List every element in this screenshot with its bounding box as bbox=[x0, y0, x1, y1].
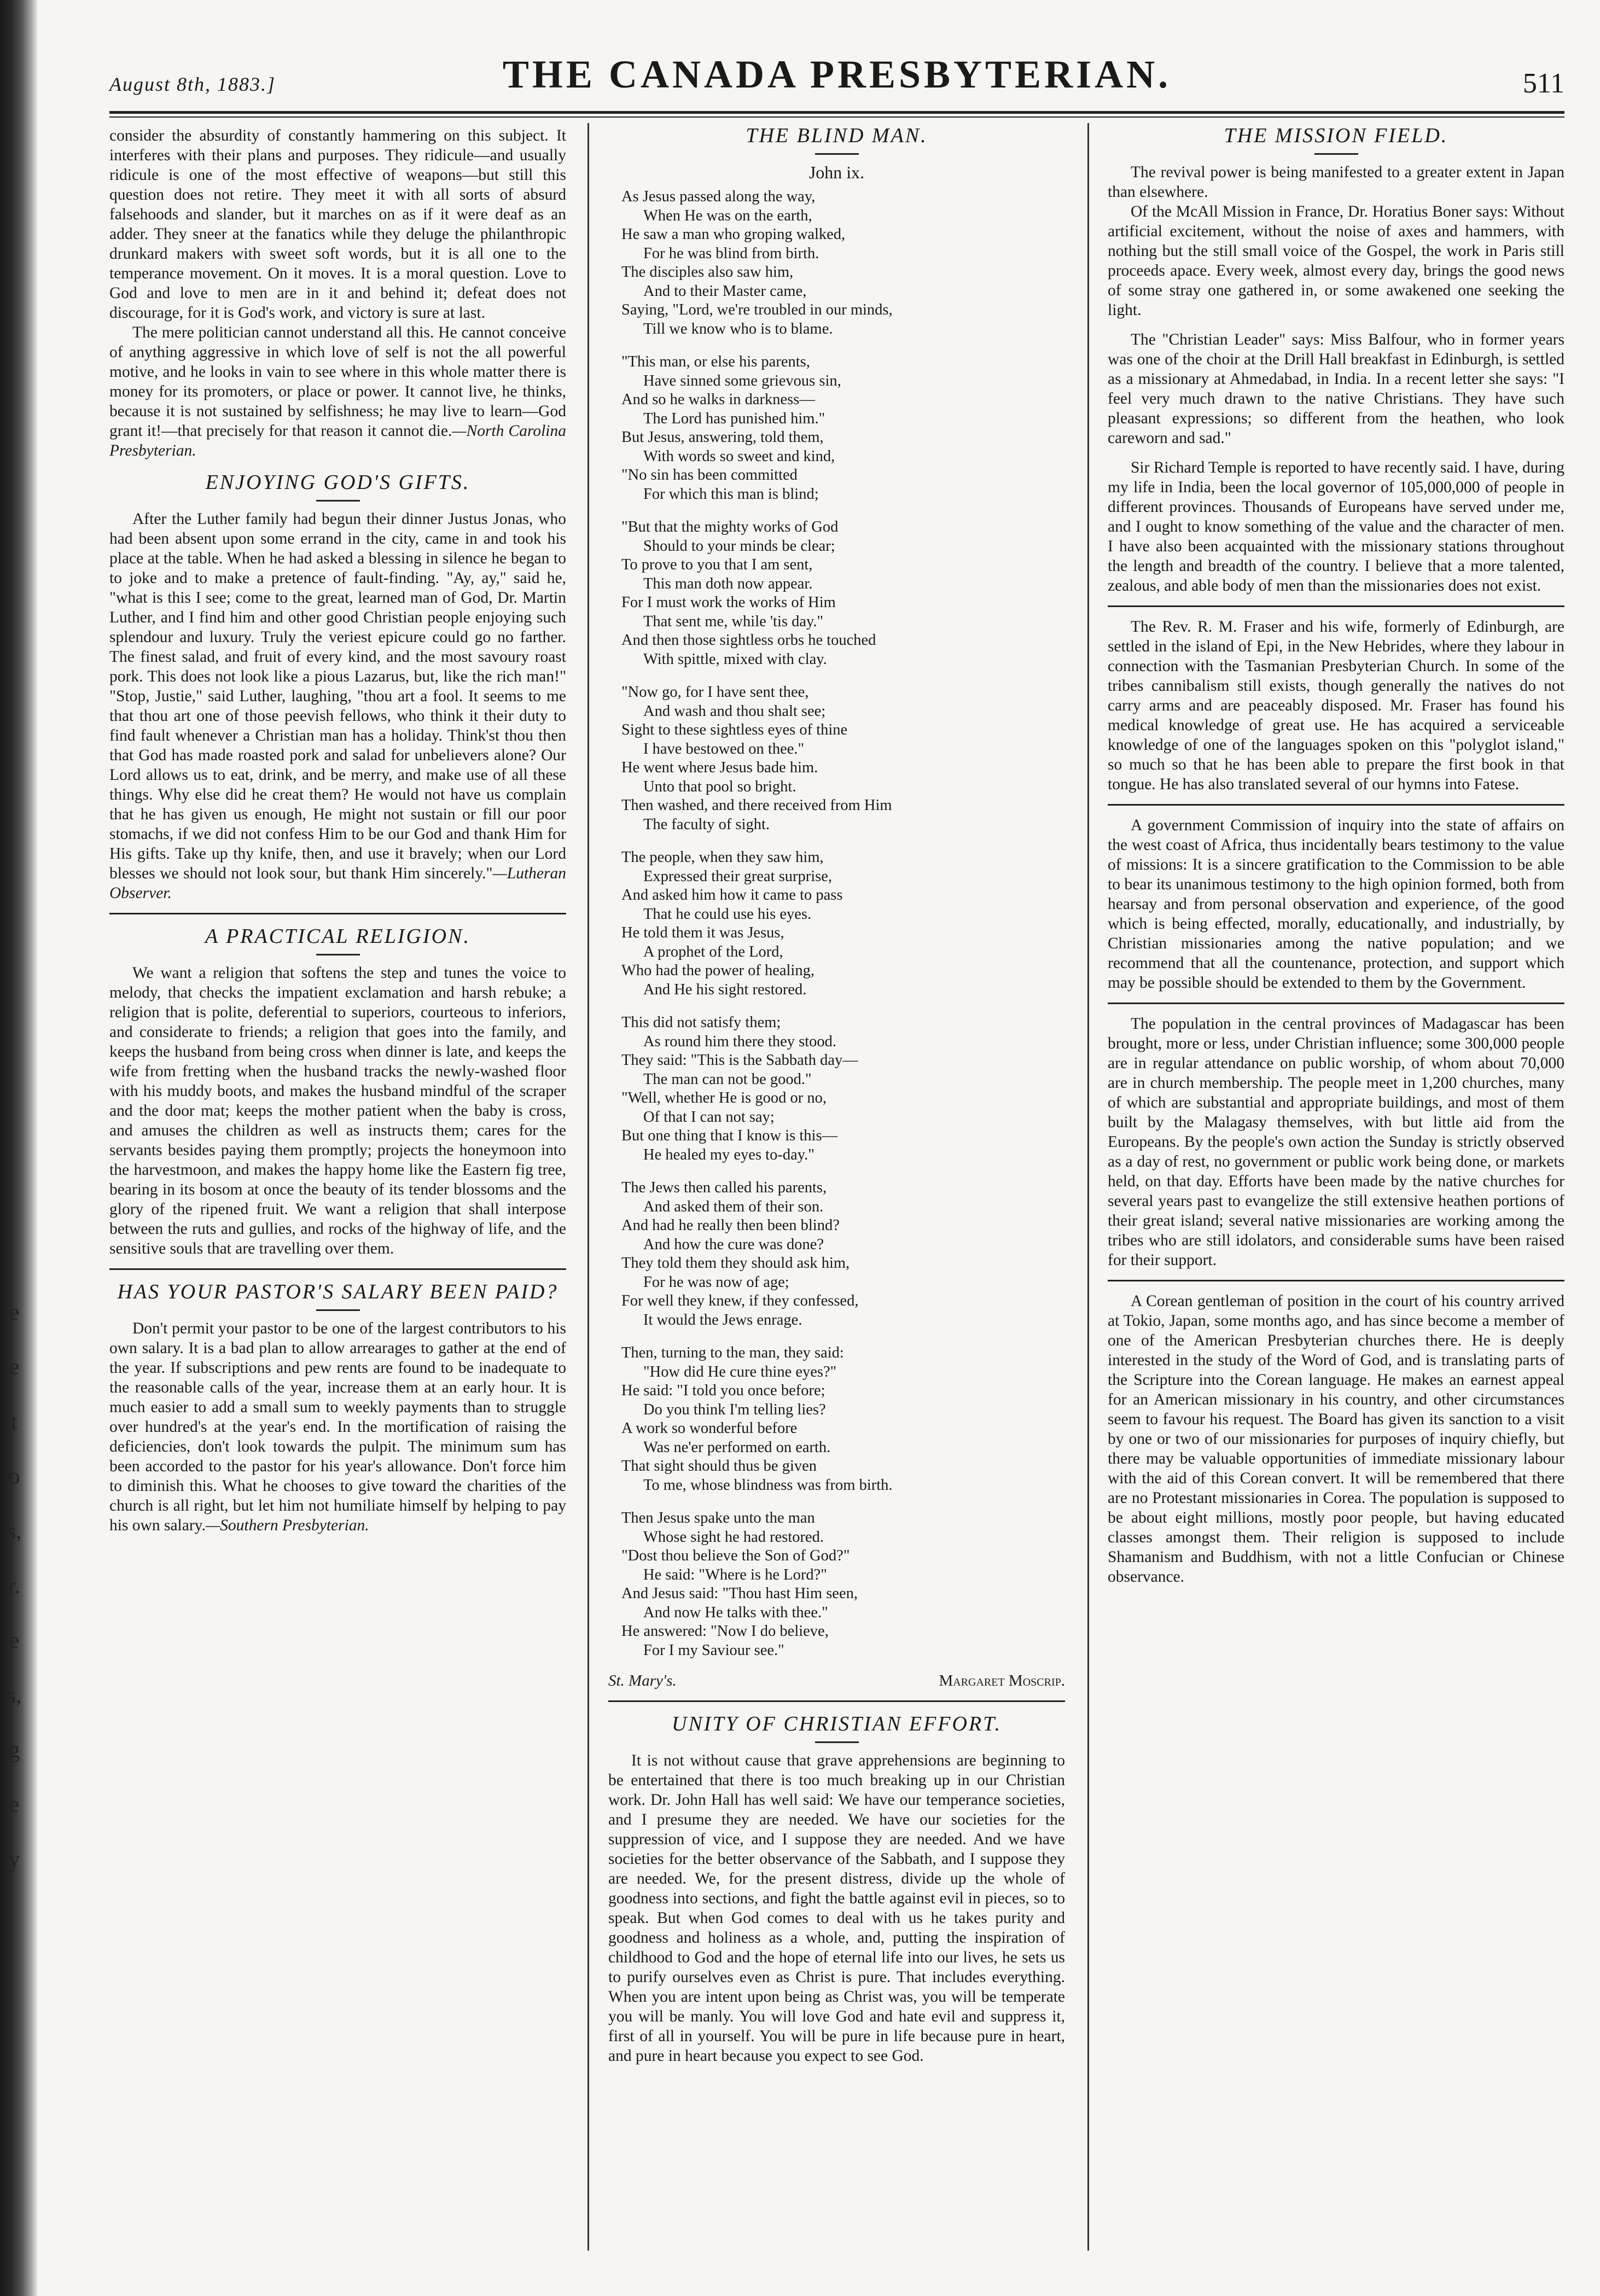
masthead bbox=[109, 52, 1564, 112]
margin-fragment: e bbox=[9, 1628, 20, 1653]
poem-line: Was ne'er performed on earth. bbox=[643, 1438, 831, 1456]
heading-rule bbox=[1314, 153, 1358, 155]
margin-fragment: s, bbox=[7, 1519, 22, 1544]
masthead-rule-thick bbox=[109, 111, 1564, 114]
poem-line: And how the cure was done? bbox=[643, 1236, 824, 1253]
heading-rule bbox=[316, 954, 360, 955]
margin-fragment: e bbox=[9, 1300, 20, 1325]
poem-line: He healed my eyes to-day." bbox=[643, 1146, 814, 1163]
poem-line: For he was now of age; bbox=[643, 1273, 789, 1291]
poem-signature bbox=[608, 1671, 1065, 1691]
signature-author: Margaret Moscrip. bbox=[939, 1672, 1065, 1689]
poem-line: This man doth now appear. bbox=[643, 575, 813, 592]
poem-line: Then, turning to the man, they said: bbox=[621, 1344, 844, 1361]
newspaper-title: THE CANADA PRESBYTERIAN. bbox=[502, 53, 1172, 96]
heading-rule bbox=[815, 1741, 859, 1743]
poem-line: When He was on the earth, bbox=[643, 207, 812, 224]
article-paragraph bbox=[109, 509, 566, 903]
poem-stanza bbox=[621, 1344, 1065, 1495]
article-paragraph: The Rev. R. M. Fraser and his wife, formerly of Edinburgh, are settled in the island of Epi, in the New Hebrides, where they labour in connection with the Tasmanian Presbyterian Church. In some of the tribes cannibalism still exists, though generally the natives do not carry arms and are peaceably disposed. Mr. Fraser has found his medical knowledge of great use. He has acquired a serviceable knowledge of one of the languages spoken on this "polyglot island," so much so that he has been able to prepare the first book in that tongue. He has also translated several of our hymns into Fatese. bbox=[1108, 618, 1564, 793]
poem-line: "This man, or else his parents, bbox=[621, 353, 810, 370]
poem-line: And now He talks with thee." bbox=[643, 1604, 828, 1621]
poem-line: Who had the power of healing, bbox=[621, 962, 814, 979]
poem-line: They said: "This is the Sabbath day— bbox=[621, 1052, 858, 1069]
poem-line: For well they knew, if they confessed, bbox=[621, 1292, 859, 1309]
poem-stanza bbox=[621, 1013, 1065, 1164]
article-paragraph bbox=[109, 1319, 566, 1535]
poem-line: For which this man is blind; bbox=[643, 485, 819, 503]
poem-line: "But that the mighty works of God bbox=[621, 518, 839, 535]
poem-title: THE BLIND MAN. bbox=[746, 126, 928, 147]
poem-line: "Dost thou believe the Son of God?" bbox=[621, 1547, 850, 1564]
poem-line: "How did He cure thine eyes?" bbox=[643, 1363, 837, 1380]
poem-line: Whose sight he had restored. bbox=[643, 1528, 824, 1546]
margin-fragment: r. bbox=[8, 1574, 21, 1599]
poem-line: He answered: "Now I do believe, bbox=[621, 1623, 829, 1640]
margin-fragment: s, bbox=[7, 1683, 22, 1708]
poem-stanza bbox=[621, 1179, 1065, 1330]
poem-line: The man can not be good." bbox=[643, 1070, 812, 1088]
poem-line: To me, whose blindness was from birth. bbox=[643, 1476, 893, 1494]
poem-line: "No sin has been committed bbox=[621, 467, 798, 483]
article-paragraph: consider the absurdity of constantly hammering on this subject. It interferes with their plans and purposes. They ridicule—and usually ridicule is one of the most effective of weapons—but still this question does not retire. They meet it with all sorts of absurd falsehoods and slander, but it marches on as if it were deaf as an adder. They sneer at the fanatics while they deluge the philanthropic drunkard makers with sweet soft words, but it is all one to the temperance movement. On it moves. It is a moral question. Love to God and love to men are in it and behind it; defeat does not discourage, for it is God's work, and victory is sure at last. bbox=[109, 127, 566, 322]
poem-line: And to their Master came, bbox=[643, 282, 807, 300]
poem-stanza bbox=[621, 518, 1065, 669]
poem-line: That sent me, while 'tis day." bbox=[643, 613, 824, 630]
article-paragraph: Of the McAll Mission in France, Dr. Horatius Boner says: Without artificial excitement, without the noise of axes and hammers, with nothing but the still small voice of the Gospel, the work in Paris still proceeds apace. Every week, almost every day, brings the good news of some stray one gathered in, or some awakened one seeking the light. bbox=[1108, 203, 1564, 319]
article-heading: UNITY OF CHRISTIAN EFFORT. bbox=[672, 1712, 1002, 1735]
margin-fragment: g bbox=[8, 1738, 20, 1763]
poem-line: This did not satisfy them; bbox=[621, 1014, 781, 1031]
margin-fragment: e bbox=[9, 1355, 20, 1380]
poem-line: "Now go, for I have sent thee, bbox=[621, 684, 809, 701]
heading-rule bbox=[815, 153, 859, 155]
poem-line: Have sinned some grievous sin, bbox=[643, 372, 841, 389]
paragraph-text: Don't permit your pastor to be one of the largest contributors to his own salary. It is a bad plan to allow arrearages to gather at the end of the year. If subscriptions and pew rents are found to be inadequate to the reasonable calls of the year, increase them at an early hour. It is much easier to add a small sum to weekly payments than to struggle over hundred's at the year's end. In the mortification of raising the deficiencies, don't look towards the pulpit. The minimum sum has been accorded to the pastor for his year's allowance. Don't force him to diminish this. What he chooses to give toward the charities of the church is all right, but let him not humiliate himself by helping to pay his own salary. bbox=[109, 1320, 566, 1534]
margin-fragment: t bbox=[11, 1409, 18, 1435]
source-credit: —Lutheran Observer. bbox=[109, 865, 566, 902]
article-separator bbox=[608, 1700, 1065, 1702]
article-paragraph: A government Commission of inquiry into the state of affairs on the west coast of Africa, thus incidentally bears testimony to the value of missions: It is a sincere gratification to the Commission to be able to bear its unanimous testimony to the high opinion formed, both from hearsay and from personal observation and experience, of the good which is being effected, morally, educationally, and industrially, by Christian missionaries among the native population; and we recommend that all the countenance, protection, and support which may be possible should be extended to them by the Government. bbox=[1108, 817, 1564, 992]
column-2 bbox=[608, 126, 1065, 2248]
poem-line: The Jews then called his parents, bbox=[621, 1179, 827, 1196]
article-paragraph: It is not without cause that grave apprehensions are beginning to be entertained that there is too much breaking up in our Christian work. Dr. John Hall has well said: We have our temperance societies, and I presume they are needed. We have our societies for the suppression of vice, and I suppose they are needed. And we have societies for the better observance of the Sabbath, and I suppose they are needed. We, for the present distress, divide up the whole of goodness into sections, and fight the battle against evil in pieces, so to speak. But when God comes to deal with us he takes purity and goodness and holiness as a whole, and, putting the inspiration of childhood to God and the hope of eternal life into our lives, he sets us to purify ourselves even as Christ is pure. That includes everything. When you are intent upon being as Christ was, you will be temperate you will be manly. You will love God and hate evil and suppress it, first of all in yourself. You will be pure in life because pure in heart, and pure in heart because you expect to see God. bbox=[608, 1752, 1065, 2065]
poem-stanza bbox=[621, 683, 1065, 834]
poem-line: Sight to these sightless eyes of thine bbox=[621, 721, 848, 738]
article-paragraph: The "Christian Leader" says: Miss Balfour, who in former years was one of the choir at the Drill Hall breakfast in Edinburgh, is settled as a missionary at Ahmedabad, in India. In a recent letter she says: "I feel very much drawn to the native Christians. They have such pleasant expressions; so different from the heathen, who look careworn and sad." bbox=[1108, 331, 1564, 447]
poem-line: For he was blind from birth. bbox=[643, 244, 819, 262]
poem-line: He said: "I told you once before; bbox=[621, 1382, 825, 1399]
poem-line: "Well, whether He is good or no, bbox=[621, 1089, 827, 1106]
issue-date: August 8th, 1883.] bbox=[109, 73, 276, 95]
poem-line: Should to your minds be clear; bbox=[643, 537, 835, 555]
newspaper-page bbox=[109, 52, 1564, 2267]
column-divider bbox=[587, 123, 589, 2251]
article-paragraph: A Corean gentleman of position in the court of his country arrived at Tokio, Japan, some months ago, and has since become a member of one of the American Presbyterian churches there. He is deeply interested in the study of the Word of God, and is translating parts of the Scripture into the Corean language. He makes an earnest appeal for an American missionary in his country, and other circumstances seem to favour his request. The Board has given its sanction to a visit by one or two of our missionaries for purposes of inquiry chiefly, but there may be valuable opportunities of immediate missionary labour with the aid of this Corean convert. It will be remembered that there are no Protestant missionaries in Corea. The population is supposed to be about eight millions, mostly poor people, but having educated classes amongst them. Their religion is supposed to include Shamanism and Buddhism, with not a little Confucian or Chinese observance. bbox=[1108, 1292, 1564, 1586]
poem-line: Do you think I'm telling lies? bbox=[643, 1401, 826, 1418]
article-paragraph: We want a religion that softens the step and tunes the voice to melody, that checks the impatient exclamation and harsh rebuke; a religion that is polite, deferential to superiors, courteous to inferiors, and considerate to friends; a religion that goes into the family, and keeps the husband from being cross when dinner is late, and keeps the wife from fretting when the husband tracks the newly-washed floor with his muddy boots, and makes the husband mindful of the scraper and the door mat; keeps the mother patient when the baby is cross, and amuses the children as well as instructs them; cares for the servants besides paying them promptly; projects the honeymoon into the harvestmoon, and makes the happy home like the Eastern fig tree, bearing in its bosom at once the beauty of its tender blossoms and the glory of the ripened fruit. We want a religion that shall interpose between the ruts and gullies, and rocks of the highway of life, and the sensitive souls that are travelling over them. bbox=[109, 964, 566, 1257]
poem-line: Then washed, and there received from Him bbox=[621, 797, 892, 814]
poem-line: To prove to you that I am sent, bbox=[621, 556, 813, 573]
poem-line: And wash and thou shalt see; bbox=[643, 702, 826, 720]
heading-rule bbox=[316, 500, 360, 502]
poem-line: He saw a man who groping walked, bbox=[621, 226, 846, 243]
poem-line: And He his sight restored. bbox=[643, 981, 807, 998]
article-separator bbox=[1108, 1003, 1564, 1004]
margin-fragment: y bbox=[8, 1847, 20, 1872]
poem-line: That he could use his eyes. bbox=[643, 905, 812, 923]
poem-line: And so he walks in darkness— bbox=[621, 391, 815, 408]
poem-line: The Lord has punished him." bbox=[643, 410, 825, 427]
article-paragraph: The revival power is being manifested to a greater extent in Japan than elsewhere. bbox=[1108, 164, 1564, 201]
margin-fragments bbox=[3, 1285, 25, 2215]
column-3 bbox=[1108, 126, 1564, 2248]
article-separator bbox=[1108, 804, 1564, 806]
article-heading: A PRACTICAL RELIGION. bbox=[205, 925, 470, 948]
poem-stanza bbox=[621, 1509, 1065, 1660]
poem-line: And Jesus said: "Thou hast Him seen, bbox=[621, 1585, 858, 1602]
article-separator bbox=[1108, 605, 1564, 607]
poem-line: But Jesus, answering, told them, bbox=[621, 429, 824, 446]
page-number: 511 bbox=[1522, 68, 1564, 99]
poem-line: And then those sightless orbs he touched bbox=[621, 632, 876, 649]
poem-line: It would the Jews enrage. bbox=[643, 1311, 802, 1328]
column-divider bbox=[1087, 123, 1089, 2251]
poem-line: And had he really then been blind? bbox=[621, 1217, 840, 1234]
poem-line: But one thing that I know is this— bbox=[621, 1127, 838, 1144]
article-paragraph: Sir Richard Temple is reported to have recently said. I have, during my life in India, been the local governor of 105,000,000 of people in different provinces. Thousands of Europeans have served under me, and I ought to know something of the value and the character of men. I have also been acquainted with the missionary stations throughout the length and breadth of the country. I believe that a more talented, zealous, and able body of men than the missionaries does not exist. bbox=[1108, 459, 1564, 595]
source-credit: —Southern Presbyterian. bbox=[205, 1517, 369, 1534]
poem-line: A prophet of the Lord, bbox=[643, 943, 783, 960]
poem-line: Saying, "Lord, we're troubled in our minds, bbox=[621, 301, 893, 318]
poem-line: The disciples also saw him, bbox=[621, 264, 794, 281]
poem-stanza bbox=[621, 353, 1065, 504]
poem-line: A work so wonderful before bbox=[621, 1420, 798, 1437]
masthead-rule-thin bbox=[109, 116, 1564, 118]
poem-line: And asked him how it came to pass bbox=[621, 887, 843, 904]
poem-line: Then Jesus spake unto the man bbox=[621, 1510, 815, 1526]
poem-line: Unto that pool so bright. bbox=[643, 778, 796, 795]
poem-line: That sight should thus be given bbox=[621, 1458, 817, 1475]
paragraph-text: After the Luther family had begun their dinner Justus Jonas, who had been absent upon some errand in the city, came in and took his place at the table. When he had asked a blessing in silence he began to to joke and to make a pretence of fault-finding. "Ay, ay," said he, "what is this I see; come to the great, learned man of God, Dr. Martin Luther, and I find him and other good Christian people enjoying such splendour and luxury. Truly the veriest epicure could go no farther. The finest salad, and fruit of every kind, and the most savoury roast pork. This does not look like a pious Lazarus, but, like the rich man!" "Stop, Justie," said Luther, laughing, "thou art a fool. It seems to me that thou art one of those peevish fellows, who think it their duty to find fault whenever a Christian man has a holiday. Think'st thou then that God has made roasted pork and salad for unbelievers alone? Our Lord allows us to eat, drink, and be merry, and make use of all these things. Why else did he creat them? He would not have us complain that he has given us enough, He might not sustain or fill our poor stomachs, if we did not confess Him to be our God and thank Him for His gifts. Take up thy knife, then, and use it bravely; when our Lord blesses we should not look sour, but thank Him sincerely." bbox=[109, 510, 566, 882]
section-heading: THE MISSION FIELD. bbox=[1224, 126, 1448, 147]
poem-body bbox=[608, 188, 1065, 1660]
poem-line: The faculty of sight. bbox=[643, 815, 770, 833]
poem-line: For I must work the works of Him bbox=[621, 594, 836, 611]
poem-line: Expressed their great surprise, bbox=[643, 867, 833, 885]
source-credit: —North Carolina Presbyterian. bbox=[109, 422, 566, 459]
poem-line: He went where Jesus bade him. bbox=[621, 759, 818, 776]
scripture-reference: John ix. bbox=[808, 162, 865, 182]
poem-line: Till we know who is to blame. bbox=[643, 320, 833, 337]
poem-line: He said: "Where is he Lord?" bbox=[643, 1566, 827, 1583]
paragraph-text: The mere politician cannot understand all this. He cannot conceive of anything aggressive in which love of self is not the all powerful motive, and he looks in vain to see where in this whole matter there is money for its promoters, or place or power. It cannot live, he thinks, because it is not sustained by selfishness; he may live to learn—God grant it!—that precisely for that reason it cannot die. bbox=[109, 324, 566, 440]
article-heading: HAS YOUR PASTOR'S SALARY BEEN PAID? bbox=[117, 1280, 558, 1303]
signature-place: St. Mary's. bbox=[608, 1672, 677, 1689]
poem-line: With spittle, mixed with clay. bbox=[643, 650, 827, 668]
article-paragraph bbox=[109, 323, 566, 461]
poem-line: He told them it was Jesus, bbox=[621, 924, 784, 941]
poem-line: The people, when they saw him, bbox=[621, 849, 824, 866]
poem-line: For I my Saviour see." bbox=[643, 1641, 784, 1659]
article-heading: ENJOYING GOD'S GIFTS. bbox=[205, 471, 470, 494]
heading-rule bbox=[316, 1309, 360, 1311]
poem-line: Of that I can not say; bbox=[643, 1108, 775, 1126]
poem-line: As round him there they stood. bbox=[643, 1033, 837, 1050]
article-paragraph: The population in the central provinces of Madagascar has been brought, more or less, under Christian influence; some 300,000 people are in regular attendance on public worship, of whom about 70,000 are in church membership. The people meet in 1,200 churches, many of which are substantial and appropriate buildings, and most of them built by the Malagasy themselves, with but little aid from the Europeans. By the people's own action the Sunday is strictly observed as a day of rest, no government or public work being done, or markets held, on that day. Efforts have been made by the native churches for several years past to evangelize the still extensive heathen portions of their great island; several native missionaries are working among the tribes who are still idolators, and considerable sums have been raised for their support. bbox=[1108, 1015, 1564, 1269]
poem-line: They told them they should ask him, bbox=[621, 1255, 850, 1272]
article-separator bbox=[109, 1268, 566, 1270]
poem-stanza bbox=[621, 848, 1065, 999]
margin-fragment: o bbox=[8, 1464, 20, 1489]
poem-line: I have bestowed on thee." bbox=[643, 740, 805, 757]
poem-stanza bbox=[621, 188, 1065, 339]
margin-fragment: e bbox=[9, 1792, 20, 1817]
article-separator bbox=[109, 913, 566, 914]
poem-line: And asked them of their son. bbox=[643, 1198, 824, 1215]
column-1 bbox=[109, 126, 566, 2248]
poem-line: As Jesus passed along the way, bbox=[621, 188, 816, 205]
article-separator bbox=[1108, 1280, 1564, 1281]
poem-line: With words so sweet and kind, bbox=[643, 447, 835, 465]
